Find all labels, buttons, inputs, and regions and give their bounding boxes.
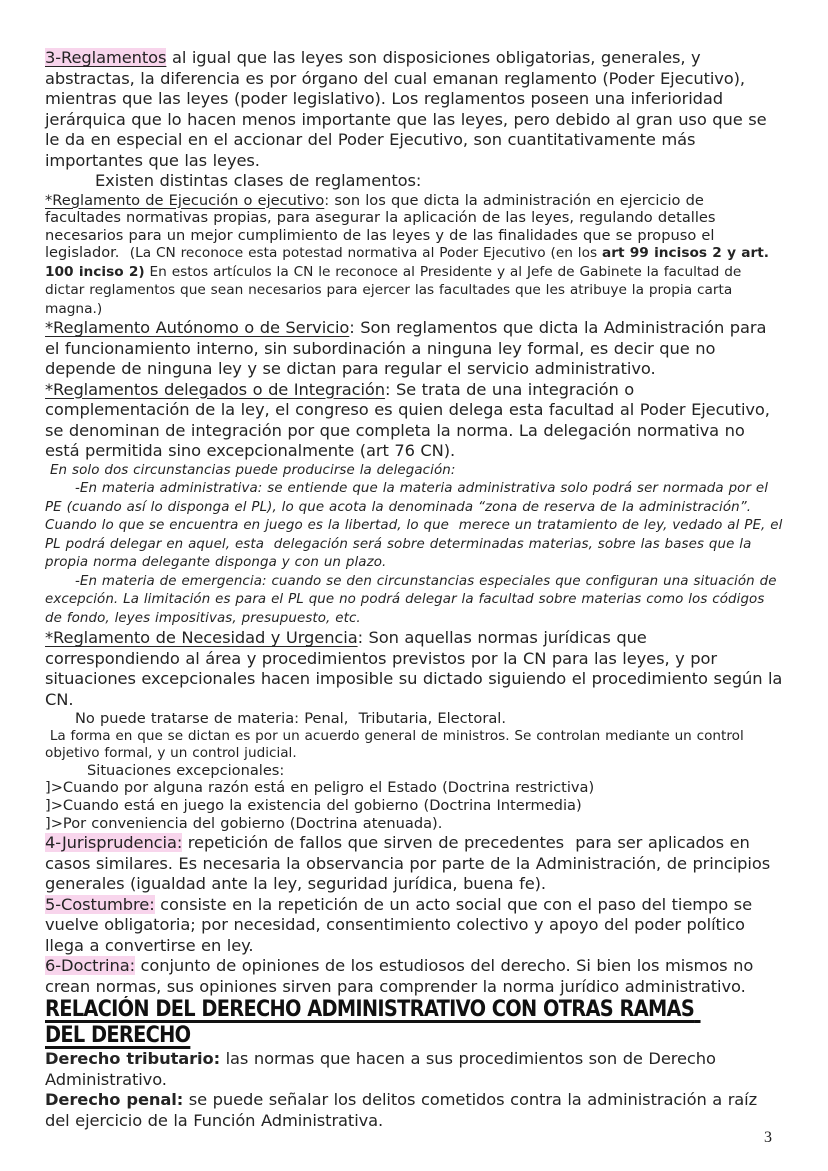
paragraph (45, 1049, 784, 1090)
text-segment: La forma en que se dictan es por un acuerdo general de ministros. Se controlan mediante un control objetivo formal, y un control judicial. (45, 727, 749, 761)
paragraph (45, 895, 784, 957)
paragraph (45, 779, 784, 797)
section-heading (45, 997, 701, 1049)
text-segment: Derecho tributario: (45, 1049, 221, 1068)
text-segment: las normas que hacen a sus procedimientos son de Derecho Administrativo. (45, 1049, 722, 1089)
underlined-term: *Reglamentos delegados o de Integración (45, 379, 385, 399)
paragraph (45, 815, 784, 833)
text-segment: No puede tratarse de materia: Penal, Tributaria, Electoral. (75, 710, 506, 727)
text-segment: conjunto de opiniones de los estudiosos del derecho. Si bien los mismos no crean normas, sus opiniones sirven para comprender la norma jurídico administrativo. (45, 956, 759, 996)
highlighted-term: 6-Doctrina: (45, 956, 135, 975)
paragraph (45, 480, 788, 573)
paragraph (45, 762, 784, 780)
text-segment: RELACIÓN DEL DERECHO ADMINISTRATIVO CON OTRAS RAMAS DEL DERECHO (45, 997, 701, 1048)
text-segment: : Son reglamentos que dicta la Administración para el funcionamiento interno, sin subordinación a ninguna ley formal, es decir que no depende de ninguna ley y se dictan para regular el servicio administrativo. (45, 318, 772, 378)
document-body (45, 48, 788, 1131)
highlighted-term: 3-Reglamentos (45, 48, 167, 67)
underlined-term: *Reglamento Autónomo o de Servicio (45, 318, 350, 337)
text-segment: (La CN reconoce esta potestad normativa al Poder Ejecutivo (en los (129, 245, 602, 261)
paragraph (45, 380, 784, 462)
paragraph (45, 573, 784, 629)
paragraph (45, 956, 784, 997)
paragraph (45, 48, 784, 171)
text-segment: ]>Cuando por alguna razón está en peligro el Estado (Doctrina restrictiva) (45, 779, 595, 796)
paragraph (45, 192, 784, 319)
underlined-term: *Reglamento de Necesidad y Urgencia (45, 628, 358, 647)
page-number: 3 (764, 1129, 772, 1146)
paragraph (45, 728, 784, 762)
text-segment: -En materia de emergencia: cuando se den circunstancias especiales que configuran una situación de excepción. La limitación es para el PL que no podrá delegar la facultad sobre materias como los códigos de fondo, leyes impositivas, presupuesto, etc. (45, 573, 782, 626)
paragraph (45, 710, 784, 728)
text-segment: : son los que dicta la administración en ejercicio de facultades normativas propias, para asegurar la aplicación de las leyes, regulando detalles necesarios para un mejor cumplimiento de las leyes y de las finalidades que se propuso el legislador. (45, 191, 721, 261)
paragraph (45, 833, 784, 895)
underlined-term: *Reglamento de Ejecución o ejecutivo (45, 191, 325, 209)
paragraph (45, 797, 784, 815)
text-segment: Situaciones excepcionales: (87, 761, 285, 779)
text-segment: ]>Por conveniencia del gobierno (Doctrina atenuada). (45, 815, 443, 832)
text-segment: : Son aquellas normas jurídicas que correspondiendo al área y procedimientos previstos por la CN para las leyes, y por situaciones excepcionales hacen imposible su dictado siguiendo el procedimiento según la CN. (45, 628, 788, 709)
text-segment: se puede señalar los delitos cometidos contra la administración a raíz del ejercicio de la Función Administrativa. (45, 1090, 763, 1130)
text-segment: art 99 incisos 2 y art. 100 inciso 2) (45, 245, 775, 280)
text-segment: En estos artículos la CN le reconoce al Presidente y al Jefe de Gabinete la facultad de dictar reglamentos que sean necesarios para ejercer las facultades que les atribuye la propia carta magna.) (45, 263, 747, 317)
text-segment: al igual que las leyes son disposiciones obligatorias, generales, y abstractas, la diferencia es por órgano del cual emanan reglamento (Poder Ejecutivo), mientras que las leyes (poder legislativo). Los reglamentos poseen una inferioridad jerárquica que lo hacen menos importante que las leyes, pero debido al gran uso que se le da en especial en el accionar del Poder Ejecutivo, son cuantitativamente más importantes que las leyes. (45, 48, 773, 170)
paragraph (45, 1090, 784, 1131)
paragraph (45, 318, 784, 380)
text-segment: -En materia administrativa: se entiende que la materia administrativa solo podrá ser normada por el PE (cuando así lo disponga el PL), lo que acota la denominada “zona de reserva de la administración”. Cuando lo que se encuentra en juego es la libertad, lo que merece un tratamiento de ley, vedado al PE, el PL podrá delegar en aquel, esta delegación será sobre determinadas materias, sobre las bases que la propia norma delegante disponga y con un plazo. (45, 481, 788, 570)
paragraph (45, 462, 784, 481)
highlighted-term: 4-Jurisprudencia: (45, 833, 183, 852)
paragraph (45, 628, 788, 710)
text-segment: : Se trata de una integración o complementación de la ley, el congreso es quien delega esta facultad al Poder Ejecutivo, se denominan de integración por que completa la norma. La delegación normativa no está permitida sino excepcionalmente (art 76 CN). (45, 379, 776, 460)
text-segment: En solo dos circunstancias puede producirse la delegación: (50, 462, 456, 478)
text-segment: consiste en la repetición de un acto social que con el paso del tiempo se vuelve obligatoria; por necesidad, consentimiento colectivo y apoyo del poder político llega a convertirse en ley. (45, 894, 758, 955)
text-segment: Existen distintas clases de reglamentos: (95, 171, 422, 190)
text-segment: Derecho penal: (45, 1090, 184, 1109)
text-segment: ]>Cuando está en juego la existencia del gobierno (Doctrina Intermedia) (45, 797, 582, 814)
text-segment: repetición de fallos que sirven de precedentes para ser aplicados en casos similares. Es necesaria la observancia por parte de la Administración, de principios generales (igualdad ante la ley, seguridad jurídica, buena fe). (45, 833, 776, 893)
highlighted-term: 5-Costumbre: (45, 894, 155, 914)
paragraph (45, 171, 784, 192)
